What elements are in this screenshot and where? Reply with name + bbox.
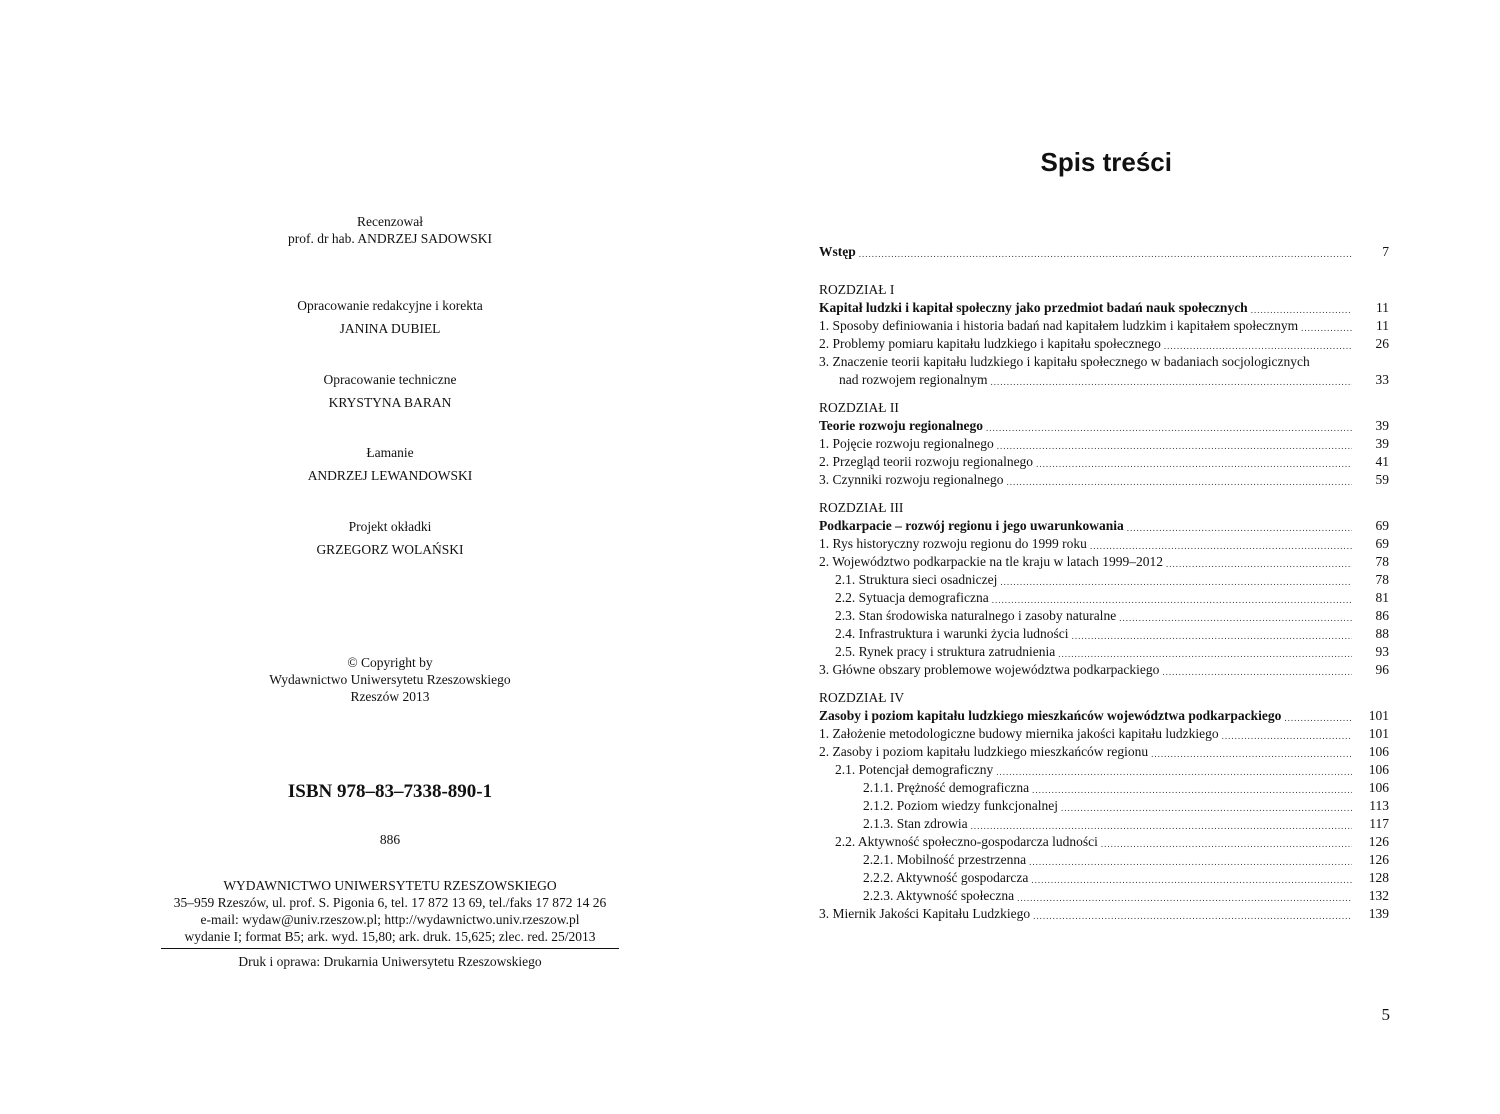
divider [161, 948, 619, 949]
publisher-name: WYDAWNICTWO UNIWERSYTETU RZESZOWSKIEGO [223, 878, 557, 893]
credit-label: Projekt okładki [348, 519, 432, 534]
toc-entry: 3. Główne obszary problemowe województwa podkarpackiego ..... 96 [819, 661, 1389, 679]
toc-entry: 2.2. Sytuacja demograficzna ..... 81 [819, 589, 1389, 607]
copyright-block [130, 654, 650, 705]
credit-name: KRYSTYNA BARAN [328, 395, 452, 410]
credit-name: JANINA DUBIEL [339, 321, 441, 336]
toc-entry: 2.1.2. Poziom wiedzy funkcjonalnej ..... 113 [819, 797, 1389, 815]
imprint-page [130, 0, 650, 1114]
toc-entry: 2.2.1. Mobilność przestrzenna ..... 126 [819, 851, 1389, 869]
copyright-place-year: Rzeszów 2013 [350, 689, 430, 704]
toc-entry: 1. Założenie metodologiczne budowy miernika jakości kapitału ludzkiego ..... 101 [819, 725, 1389, 743]
toc-entry: 2.1. Potencjał demograficzny ..... 106 [819, 761, 1389, 779]
toc-entry: 3. Miernik Jakości Kapitału Ludzkiego ..... 139 [819, 905, 1389, 923]
toc-entry: 2.1.1. Prężność demograficzna ..... 106 [819, 779, 1389, 797]
publisher-contact: e-mail: wydaw@univ.rzeszow.pl; http://wydawnictwo.univ.rzeszow.pl [200, 912, 580, 927]
edition-info: wydanie I; format B5; ark. wyd. 15,80; ark. druk. 15,625; zlec. red. 25/2013 [184, 929, 596, 944]
toc-entry: 2. Przegląd teorii rozwoju regionalnego ..... 41 [819, 453, 1389, 471]
toc-entry: 2.1.3. Stan zdrowia ..... 117 [819, 815, 1389, 833]
isbn: ISBN 978–83–7338-890-1 [287, 781, 493, 802]
chapter-title: Zasoby i poziom kapitału ludzkiego mieszkańców województwa podkarpackiego ..... 101 [819, 707, 1389, 725]
copyright-line: © Copyright by [347, 655, 433, 670]
credit-label: Recenzował [357, 214, 423, 229]
chapter-heading: ROZDZIAŁ I [819, 282, 895, 297]
chapter-title: Teorie rozwoju regionalnego ..... 39 [819, 417, 1389, 435]
toc-page [780, 0, 1420, 1114]
credit-name: GRZEGORZ WOLAŃSKI [316, 542, 464, 557]
chapter-heading: ROZDZIAŁ IV [819, 690, 905, 705]
toc-entry: 2. Problemy pomiaru kapitału ludzkiego i kapitału społecznego ..... 26 [819, 335, 1389, 353]
credit-label: Opracowanie techniczne [323, 372, 457, 387]
chapter-heading: ROZDZIAŁ III [819, 500, 904, 515]
editing-credit [130, 297, 650, 337]
publisher-address: 35–959 Rzeszów, ul. prof. S. Pigonia 6, tel. 17 872 13 69, tel./faks 17 872 14 26 [173, 895, 607, 910]
toc-entry: 2.2.2. Aktywność gospodarcza ..... 128 [819, 869, 1389, 887]
toc-entry: 2. Zasoby i poziom kapitału ludzkiego mieszkańców regionu ..... 106 [819, 743, 1389, 761]
credit-name: ANDRZEJ LEWANDOWSKI [307, 468, 473, 483]
toc-entry: 2.3. Stan środowiska naturalnego i zasoby naturalne ..... 86 [819, 607, 1389, 625]
toc-entry: 1. Sposoby definiowania i historia badań nad kapitałem ludzkim i kapitałem społecznym ..... 11 [819, 317, 1389, 335]
toc-entry: 2.2.3. Aktywność społeczna ..... 132 [819, 887, 1389, 905]
reviewer-credit [130, 213, 650, 247]
toc-title: Spis treści [1040, 147, 1172, 177]
chapter-heading: ROZDZIAŁ II [819, 400, 899, 415]
printing-info: Druk i oprawa: Drukarnia Uniwersytetu Rzeszowskiego [238, 954, 542, 969]
toc-entry: 2.5. Rynek pracy i struktura zatrudnienia ..... 93 [819, 643, 1389, 661]
chapter-title: Podkarpacie – rozwój regionu i jego uwarunkowania ..... 69 [819, 517, 1389, 535]
toc-entry: 1. Rys historyczny rozwoju regionu do 1999 roku ..... 69 [819, 535, 1389, 553]
credit-label: Opracowanie redakcyjne i korekta [297, 298, 483, 313]
toc-entry: 1. Pojęcie rozwoju regionalnego ..... 39 [819, 435, 1389, 453]
chapter-title: Kapitał ludzki i kapitał społeczny jako przedmiot badań nauk społecznych ..... 11 [819, 299, 1389, 317]
page-number: 5 [1381, 1005, 1390, 1024]
cover-credit [130, 518, 650, 558]
toc-entry: nad rozwojem regionalnym ..... 33 [819, 371, 1389, 389]
copyright-publisher: Wydawnictwo Uniwersytetu Rzeszowskiego [269, 672, 511, 687]
credit-name: prof. dr hab. ANDRZEJ SADOWSKI [288, 231, 492, 246]
technical-credit [130, 371, 650, 411]
credit-label: Łamanie [366, 445, 414, 460]
toc-entry-line: 3. Znaczenie teorii kapitału ludzkiego i kapitału społecznego w badaniach socjologicznych [819, 354, 1310, 369]
toc-entry: 2. Województwo podkarpackie na tle kraju w latach 1999–2012 ..... 78 [819, 553, 1389, 571]
toc-entry: 2.2. Aktywność społeczno-gospodarcza ludności ..... 126 [819, 833, 1389, 851]
toc-entry: 2.1. Struktura sieci osadniczej ..... 78 [819, 571, 1389, 589]
publisher-block [130, 877, 650, 970]
typesetting-credit [130, 444, 650, 484]
publication-number: 886 [379, 832, 401, 847]
toc-entry: 3. Czynniki rozwoju regionalnego ..... 59 [819, 471, 1389, 489]
table-of-contents [819, 243, 1389, 923]
toc-entry: Wstęp ..... 7 [819, 243, 1389, 261]
toc-entry: 2.4. Infrastruktura i warunki życia ludności ..... 88 [819, 625, 1389, 643]
